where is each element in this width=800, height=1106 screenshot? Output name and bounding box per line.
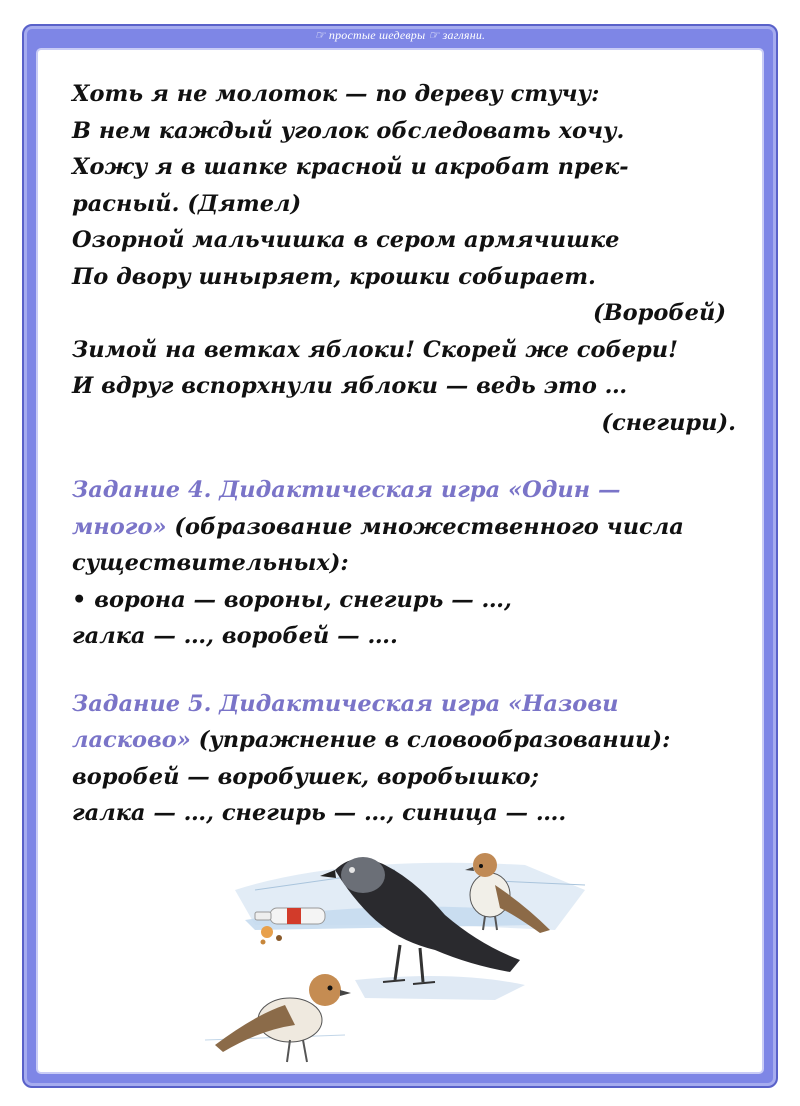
task5-example: воробей — воробушек, воробышко;: [72, 763, 539, 790]
riddle-line: Хожу я в шапке красной и акробат прек-: [72, 154, 629, 180]
birds-illustration: [195, 830, 595, 1080]
riddle-line: Зимой на ветках яблоки! Скорей же собери!: [72, 336, 679, 363]
spacer: [72, 655, 762, 686]
task4-example: • ворона — вороны, снегирь — …,: [72, 586, 512, 613]
riddle-line: По двору шныряет, крошки собирает.: [72, 263, 596, 290]
task4-title-desc: [72, 509, 762, 546]
task4-title-end: много»: [72, 513, 167, 540]
spacer: [72, 441, 762, 472]
sparrow-icon: [215, 974, 351, 1062]
riddle-line: И вдруг вспорхнули яблоки — ведь это …: [72, 373, 628, 399]
riddle-line: Хоть я не молоток — по дереву стучу:: [72, 81, 600, 107]
riddle-line: Озорной мальчишка в сером армячишке: [72, 227, 620, 253]
task4-description-end: существительных):: [72, 550, 349, 576]
riddle-answer-line: расный. (Дятел): [72, 190, 302, 217]
riddle-answer: (Воробей): [593, 300, 726, 326]
task5-title-desc: [72, 722, 762, 759]
riddle-answer: (снегири).: [601, 409, 736, 436]
task4-example: галка — …, воробей — ….: [72, 623, 398, 649]
task5-title: Задание 5. Дидактическая игра «Назови: [72, 690, 619, 717]
document-content: [72, 76, 762, 832]
task5-example: галка — …, снегирь — …, синица — ….: [72, 800, 567, 826]
task5-description: (упражнение в словообразовании):: [190, 727, 671, 753]
watermark-text: ☞ простые шедевры ☞ загляни.: [314, 28, 486, 42]
task4-title: Задание 4. Дидактическая игра «Один —: [72, 477, 621, 503]
task4-description: (образование множественного числа: [166, 513, 684, 540]
riddle-line: В нем каждый уголок обследовать хочу.: [72, 117, 625, 144]
task5-title-end: ласково»: [72, 727, 191, 753]
